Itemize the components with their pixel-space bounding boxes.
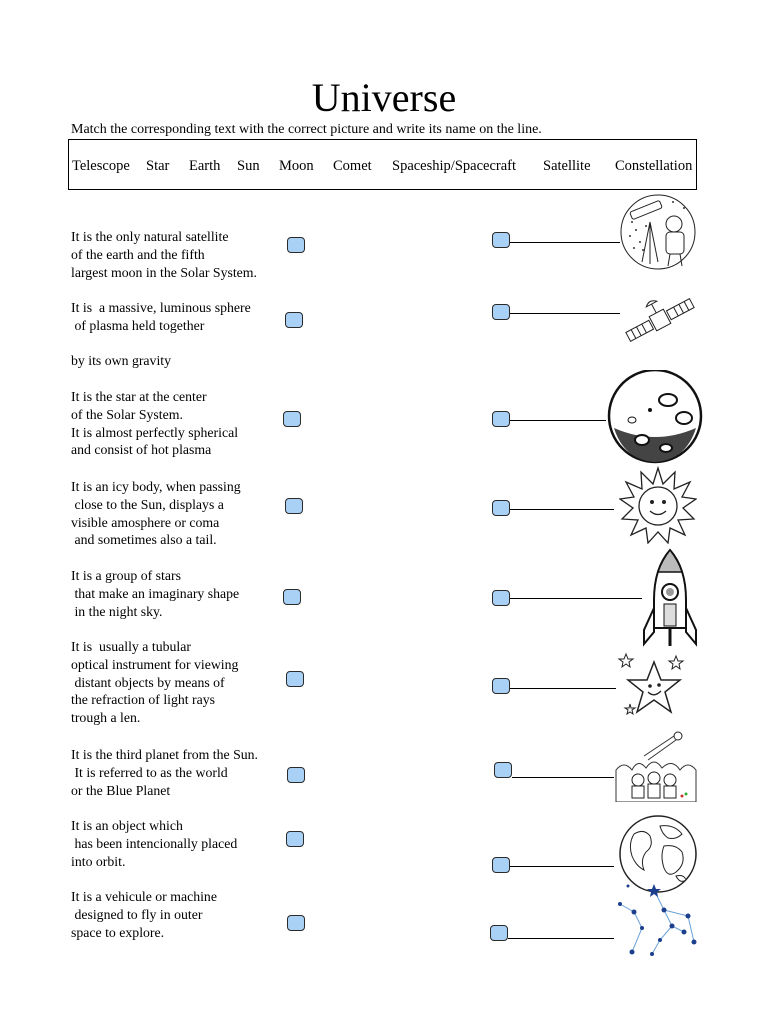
clue-7: It is the third planet from the Sun. It is referred to as the world or the Blue Planet: [71, 747, 258, 798]
answer-line[interactable]: [510, 688, 616, 689]
picture-match-dot[interactable]: [492, 857, 510, 873]
satellite-icon: [622, 288, 698, 352]
clue-match-dot[interactable]: [283, 411, 301, 427]
clue-2: It is a massive, luminous sphere of plasma held together by its own gravity: [71, 300, 251, 369]
instructions: Match the corresponding text with the correct picture and write its name on the line.: [71, 122, 542, 137]
clue-5: It is a group of stars that make an imaginary shape in the night sky.: [71, 568, 240, 619]
clue-match-dot[interactable]: [286, 831, 304, 847]
word-bank: [68, 139, 697, 190]
clue-3: It is the star at the center of the Solar System. It is almost perfectly spherical and consist of hot plasma: [71, 389, 239, 458]
picture-match-dot[interactable]: [492, 590, 510, 606]
answer-line[interactable]: [510, 313, 620, 314]
clue-9: It is a vehicule or machine designed to fly in outer space to explore.: [71, 889, 217, 940]
clue-match-dot[interactable]: [287, 915, 305, 931]
word-bank-item: Satellite: [543, 158, 591, 174]
word-bank-item: Spaceship/Spacecraft: [392, 158, 517, 174]
rocket-icon: [642, 548, 698, 648]
clue-6: It is usually a tubular optical instrument for viewing distant objects by means of the refraction of light rays trough a len.: [71, 639, 239, 726]
picture-match-dot[interactable]: [492, 232, 510, 248]
word-bank-item: Telescope: [72, 158, 130, 174]
telescope-child-icon: [618, 192, 698, 272]
clue-4: It is an icy body, when passing close to the Sun, displays a visible amosphere or coma and sometimes also a tail.: [71, 479, 241, 548]
picture-match-dot[interactable]: [492, 304, 510, 320]
answer-line[interactable]: [510, 509, 614, 510]
answer-line[interactable]: [508, 938, 614, 939]
answer-line[interactable]: [510, 866, 614, 867]
picture-match-dot[interactable]: [494, 762, 512, 778]
word-bank-item: Constellation: [615, 158, 693, 174]
clue-match-dot[interactable]: [286, 671, 304, 687]
moon-icon: [606, 370, 704, 466]
constellation-icon: [612, 882, 700, 960]
picture-match-dot[interactable]: [492, 678, 510, 694]
picture-match-dot[interactable]: [492, 411, 510, 427]
word-bank-item: Earth: [189, 158, 221, 174]
answer-line[interactable]: [510, 420, 606, 421]
answer-line[interactable]: [510, 598, 642, 599]
sun-icon: [619, 466, 697, 544]
word-bank-item: Moon: [279, 158, 314, 174]
picture-match-dot[interactable]: [492, 500, 510, 516]
clue-match-dot[interactable]: [283, 589, 301, 605]
picture-match-dot[interactable]: [490, 925, 508, 941]
word-bank-item: Star: [146, 158, 170, 174]
smiling-star-icon: [616, 650, 692, 720]
word-bank-item: Sun: [237, 158, 260, 174]
answer-line[interactable]: [512, 777, 614, 778]
clue-match-dot[interactable]: [285, 498, 303, 514]
clue-match-dot[interactable]: [285, 312, 303, 328]
clue-match-dot[interactable]: [287, 237, 305, 253]
comet-scene-icon: [614, 730, 698, 802]
clue-match-dot[interactable]: [287, 767, 305, 783]
page-title: Universe: [311, 75, 457, 120]
word-bank-item: Comet: [333, 158, 372, 174]
answer-line[interactable]: [510, 242, 620, 243]
clue-8: It is an object which has been intencionally placed into orbit.: [71, 818, 238, 869]
clue-1: It is the only natural satellite of the earth and the fifth largest moon in the Solar System.: [71, 229, 257, 280]
